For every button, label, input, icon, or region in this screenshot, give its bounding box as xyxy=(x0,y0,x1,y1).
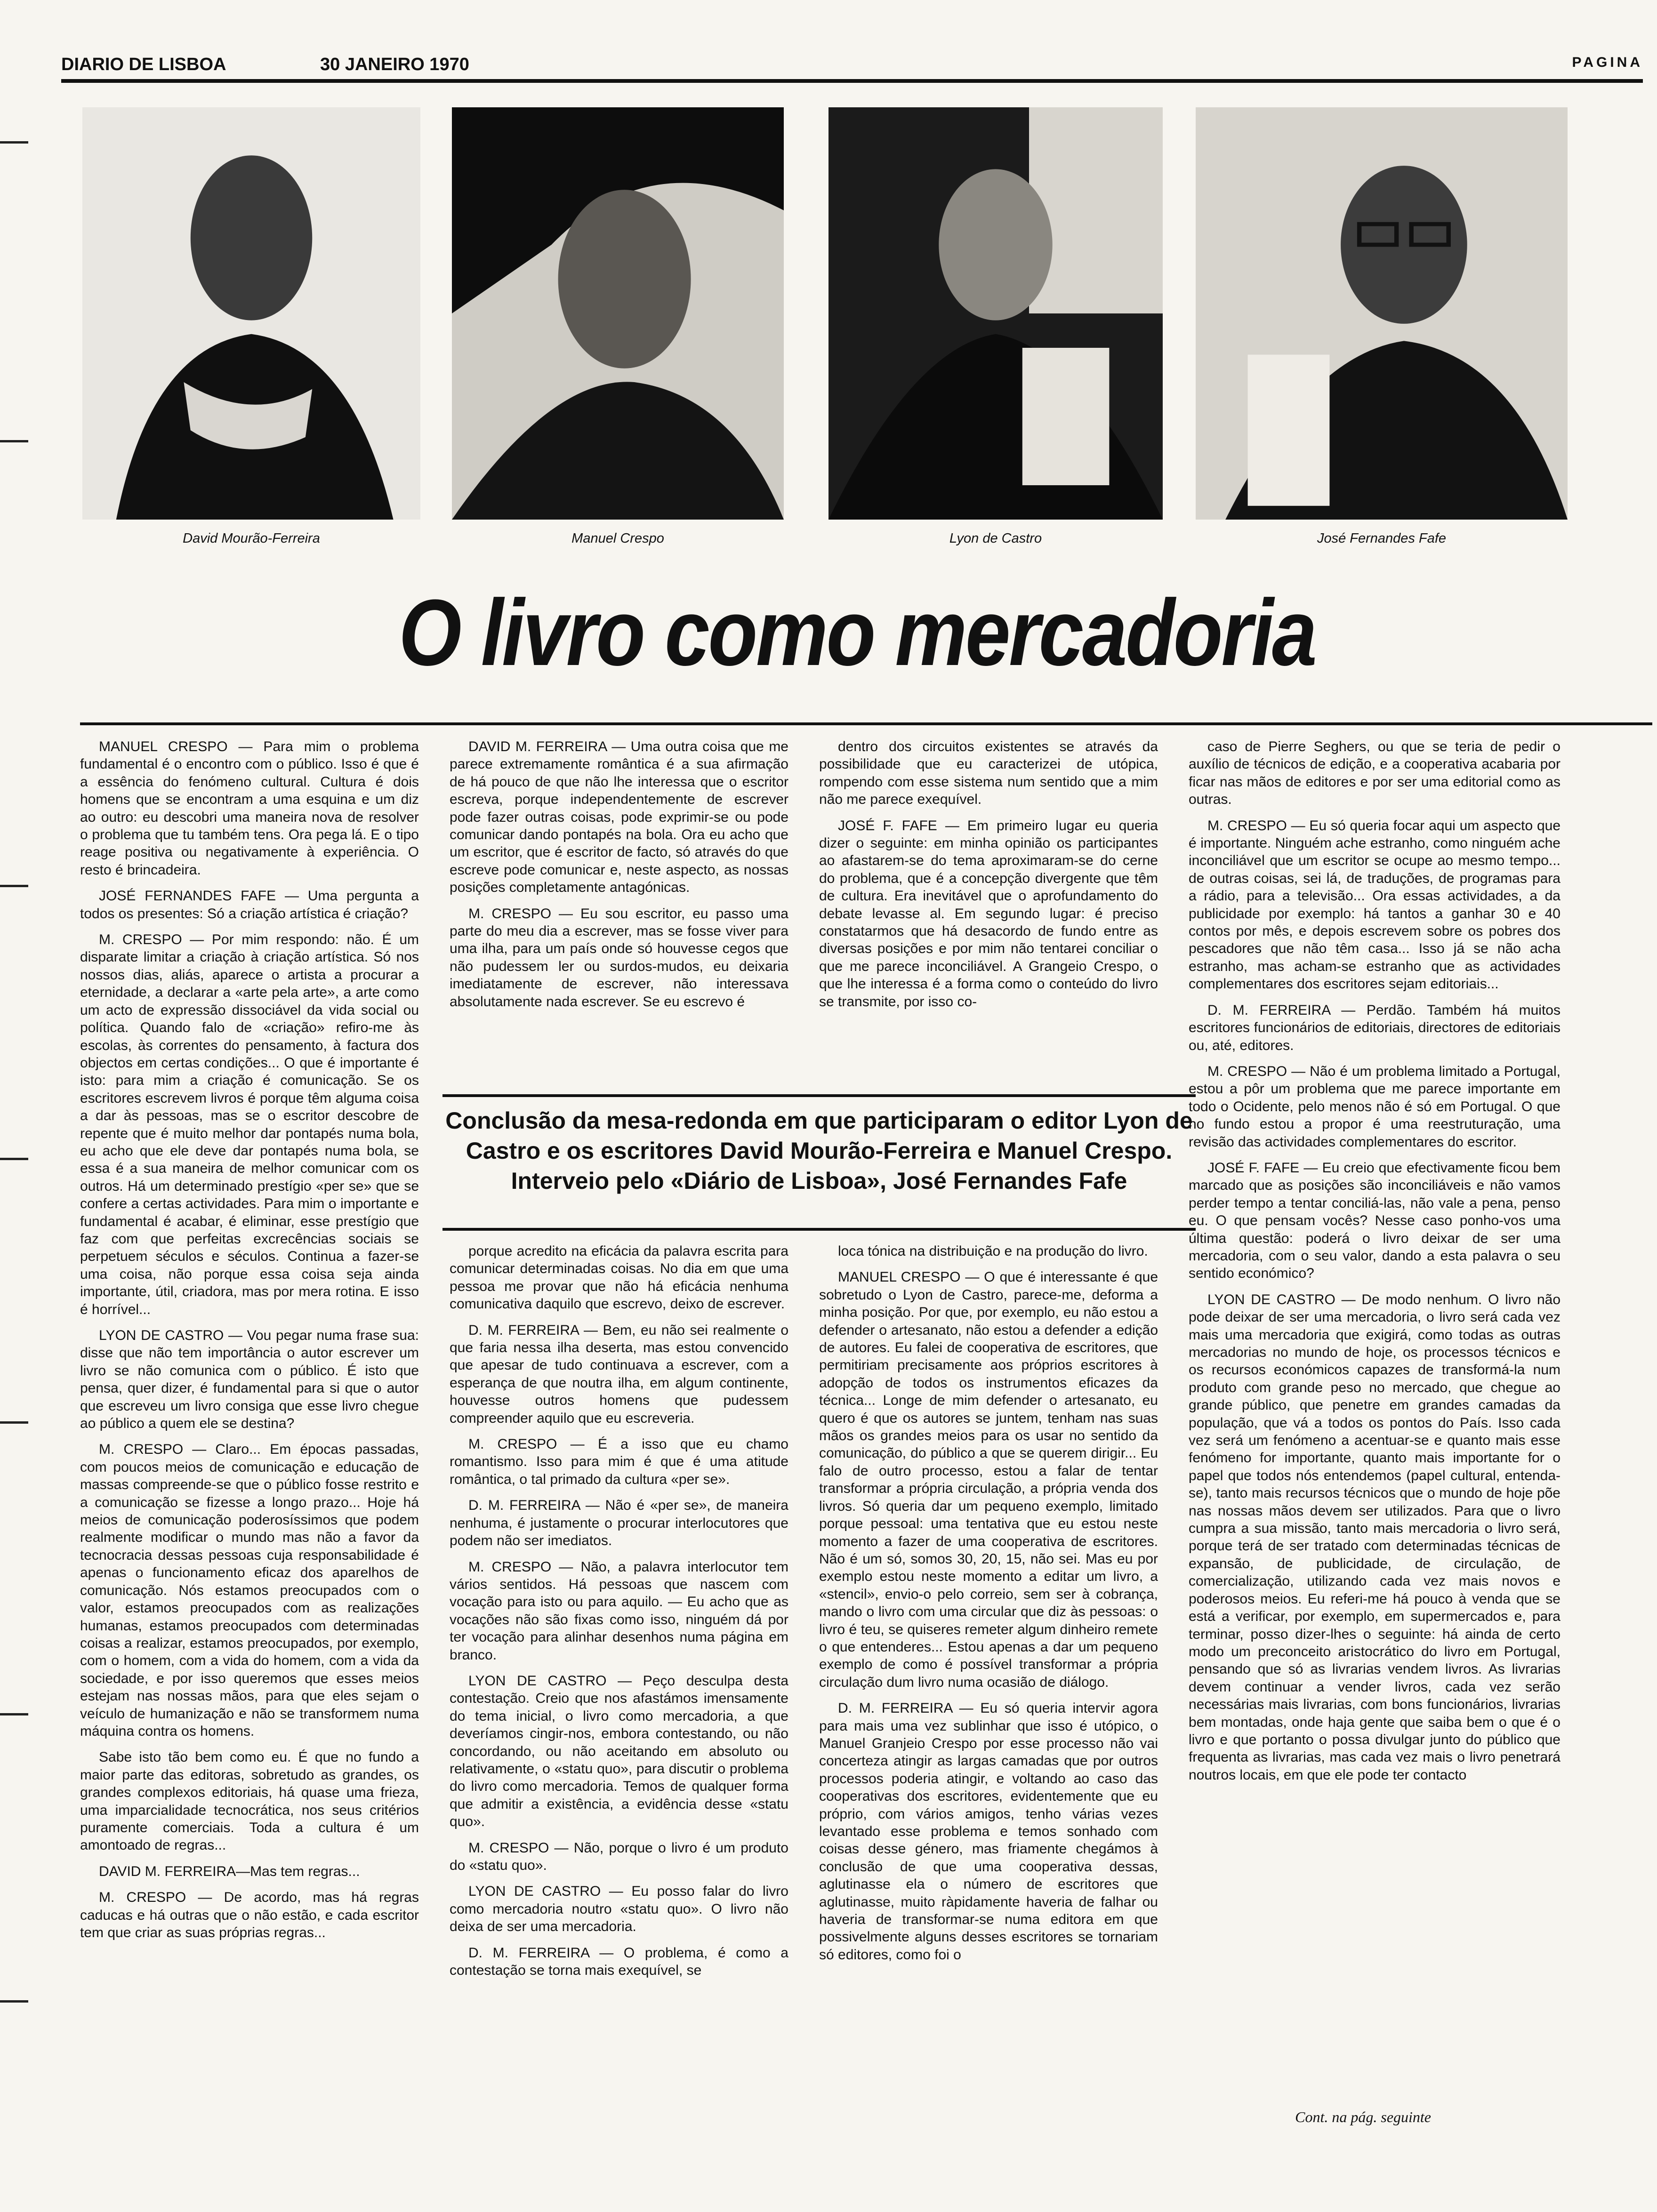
paragraph: DAVID M. FERREIRA — Uma outra coisa que me parece extremamente romântica é a sua afirmação de há pouco de que não lhe interessa que o escritor escreva, porque independentemente de escrever pode fazer outras coisas, pode exprimir-se ou pode comunicar dando pontapés na bola. Ora eu acho que um escritor, que é escritor de facto, só através do que escreve pode comunicar e, neste aspecto, as nossas posições completamente antagónicas. xyxy=(450,739,788,896)
paragraph: Sabe isto tão bem como eu. É que no fundo a maior parte das editoras, sobretudo as grandes, os grandes complexos editoriais, há quase uma frieza, uma imparcialidade tecnocrática, nos seus critérios puramente comerciais. Toda a cultura é um amontoado de regras... xyxy=(80,1749,419,1853)
paragraph: loca tónica na distribuição e na produção do livro. xyxy=(838,1243,1148,1259)
paragraph: caso de Pierre Seghers, ou que se teria de pedir o auxílio de técnicos de edição, e a cooperativa acabaria por ficar nas mãos de editores e por ser uma editorial como as outras. xyxy=(1189,739,1560,808)
paragraph: M. CRESPO — Eu só queria focar aqui um aspecto que é importante. Ninguém ache estranho, como ninguém ache inconciliável que um escritor se ocupe ao mesmo tempo... de outras coisas, sei lá, de traduções, de programas para a rádio, para a televisão... Ora essas actividades, a da publicidade por exemplo: há tantos a ganhar 30 e 40 contos por mês, e depois escrevem sobre os pobres dos pescadores que não têm casa... Isso já se não acha estranho, mas acham-se estranho que as actividades complementares dos escritores sejam editoriais... xyxy=(1189,817,1560,992)
masthead xyxy=(61,51,1643,83)
paragraph: D. M. FERREIRA — O problema, é como a contestação se torna mais exequível, se xyxy=(450,1945,788,1979)
margin-mark xyxy=(0,1713,28,1715)
article-column-1 xyxy=(80,738,419,2131)
margin-mark xyxy=(0,1158,28,1160)
article-deck: Conclusão da mesa-redonda em que participaram o editor Lyon de Castro e os escritores David Mourão-Ferreira e Manuel Crespo. Interveio pelo «Diário de Lisboa», José Fernandes Fafe xyxy=(442,1094,1196,1231)
continued-note: Cont. na pág. seguinte xyxy=(1295,2108,1431,2125)
photo-caption: David Mourão-Ferreira xyxy=(183,531,320,546)
paragraph: M. CRESPO — Claro... Em épocas passadas, com poucos meios de comunicação e educação de massas compreende-se que o público fosse restrito e a comunicação se fizesse a longo prazo... Hoje há meios de comunicação poderosíssimos que podem realmente modificar o mundo mas não a favor da tecnocracia dessas pessoas cuja responsabilidade é apenas o funcionamento eficaz dos aparelhos de comunicação. Nós estamos preocupados com o valor, estamos preocupados com as realizações humanas, estamos preocupados com determinadas coisas a realizar, estamos preocupados, por exemplo, com o homem, com a vida do homem, com a vida da sociedade, e por isso queremos que esses meios estejam nas nossas mãos, para que eles sejam o veículo de humanização e não se transformem numa máquina contra os homens. xyxy=(80,1442,419,1739)
paragraph: LYON DE CASTRO — Peço desculpa desta contestação. Creio que nos afastámos imensamente do tema inicial, o livro como mercadoria, a que deveríamos cingir-nos, embora contestando, ou não concordando, ou não aceitando em absoluto ou relativamente, o «statu quo», para discutir o problema do livro como mercadoria. Temos de qualquer forma que admitir a existência, a evidência desse «statu quo». xyxy=(450,1673,788,1830)
margin-mark xyxy=(0,2000,28,2003)
paragraph: DAVID M. FERREIRA—Mas tem regras... xyxy=(99,1863,360,1879)
paragraph: JOSÉ F. FAFE — Eu creio que efectivamente ficou bem marcado que as posições são inconciliáveis e não vamos perder tempo a tentar conciliá-las, não vale a pena, penso eu. O que pensam vocês? Nesse caso ponho-vos uma última questão: poderá o livro deixar de ser uma mercadoria, com o seu valor, dando a esta palavra o seu sentido económico? xyxy=(1189,1160,1560,1282)
article-column-3-bottom xyxy=(819,1242,1158,2137)
newspaper-name: DIARIO DE LISBOA xyxy=(61,55,226,74)
portrait-photo-lyon-de-castro xyxy=(828,107,1163,520)
paragraph: M. CRESPO — Por mim respondo: não. É um disparate limitar a criação à criação artística. Só nos nossos dias, aliás, aparece o artista a procurar a eternidade, a declarar a «arte pela arte», a arte como um acto de expressão dissociável da vida social ou política. Quando falo de «criação» refiro-me às escolas, às correntes do pensamento, à factura dos objectos em certas condições... O que é importante é isto: para mim a criação é comunicação. Se os escritores escrevem livros é porque têm alguma coisa a dar às pessoas, mas se o escritor descobre de repente que é muito melhor dar pontapés numa bola, eu acho que ele deve dar pontapés numa bola, se essa é a sua maneira de melhor comunicar com os outros. Há um determinado prestígio «per se» que se confere a certas actividades. Para mim o importante e fundamental é acabar, é eliminar, esse prestígio que faz com que perfeitas excrecências sociais se perpetuem séculos e séculos. Continua a fazer-se uma coisa, não porque essa coisa seja ainda importante, útil, criadora, mas por mera rotina. E isso é horrível... xyxy=(80,932,419,1317)
paragraph: LYON DE CASTRO — Vou pegar numa frase sua: disse que não tem importância o autor escrever um livro se não comunica com o público. É isto que pensa, quer dizer, é fundamental para si que o autor que escreveu um livro consiga que esse livro chegue ao público a quem ele se destina? xyxy=(80,1328,419,1432)
article-column-4 xyxy=(1189,738,1560,2098)
paragraph: LYON DE CASTRO — Eu posso falar do livro como mercadoria noutro «statu quo». O livro não deixa de ser uma mercadoria. xyxy=(450,1883,788,1935)
portrait-photo-crespo xyxy=(452,107,784,520)
headline-rule xyxy=(80,722,1652,725)
photo-caption: Lyon de Castro xyxy=(949,531,1042,546)
page-label: PAGINA xyxy=(1572,55,1643,70)
photo-caption: José Fernandes Fafe xyxy=(1317,531,1447,546)
article-column-2-bottom xyxy=(450,1242,788,2137)
photo-caption: Manuel Crespo xyxy=(571,531,664,546)
paragraph: M. CRESPO — Não é um problema limitado a Portugal, estou a pôr um problema que me parece importante em todo o Ocidente, pelo menos não é só em Portugal. O que no fundo estou a propor é uma reestruturação, uma revisão das actividades complementares do escritor. xyxy=(1189,1063,1560,1150)
margin-mark xyxy=(0,141,28,144)
paragraph: LYON DE CASTRO — De modo nenhum. O livro não pode deixar de ser uma mercadoria, o livro será cada vez mais uma mercadoria que exigirá, como todas as outras mercadorias no mundo de hoje, os processos técnicos e os recursos económicos capazes de transformá-la num produto com grande peso no mercado, que chegue ao grande público, que penetre em grandes camadas da população, que vá a todos os pontos do País. Isso cada vez será um fenómeno a acentuar-se e quanto mais esse fenómeno for importante, quanto mais importante for o papel que todos nós entendemos (papel cultural, entenda-se), tanto mais recursos técnicos que o mundo de hoje põe nas nossas mãos devem ser utilizados. Para que o livro cumpra a sua missão, tanto mais mercadoria o livro será, porque terá de ser tratado com determinadas técnicas de expansão, de publicidade, de circulação, de comercialização, utilizando cada vez mais novos e poderosos meios. Eu referi-me há pouco à venda que se está a verificar, por exemplo, em supermercados e, para terminar, posso dizer-lhes o seguinte: há ainda de certo modo um preconceito aristocrático do livro em Portugal, pensando que só as livrarias vendem livros. As livrarias devem continuar a vender livros, cada vez serão necessárias mais livrarias, com bons funcionários, livrarias bem montadas, onde haja gente que saiba bem o que é o livro e que portanto o possa divulgar junto do público que frequenta as livrarias, mas cada vez mais o livro penetrará noutros locais, em que ele pode ter contacto xyxy=(1189,1291,1560,1783)
paragraph: M. CRESPO — Não, porque o livro é um produto do «statu quo». xyxy=(450,1840,788,1873)
portrait-photo-fernandes-fafe xyxy=(1196,107,1568,520)
paragraph: porque acredito na eficácia da palavra escrita para comunicar determinadas coisas. No dia em que uma pessoa me provar que não há eficácia nenhuma comunicativa daquilo que escrevo, deixo de escrever. xyxy=(450,1243,788,1312)
margin-mark xyxy=(0,440,28,442)
article-column-2-top xyxy=(450,738,788,1067)
paragraph: M. CRESPO — Eu sou escritor, eu passo uma parte do meu dia a escrever, mas se fosse viver para uma ilha, para um país onde só houvesse cegos que não pudessem ler ou surdos-mudos, eu deixaria imediatamente de escrever, não interessava absolutamente nada escrever. Se eu escrevo é xyxy=(450,906,788,1010)
paragraph: MANUEL CRESPO — O que é interessante é que sobretudo o Lyon de Castro, parece-me, deforma a minha posição. Por que, por exemplo, eu não estou a defender o artesanato, não estou a defender a edição de autores. Eu falei de cooperativa de escritores, que permitiriam precisamente aos próprios escritores à adopção de todos os instrumentos eficazes da técnica... Longe de mim defender o artesanato, eu quero é que os autores se juntem, tenham nas suas mãos os grandes meios para os usar no sentido da comunicação, do público a que se querem dirigir... Eu falo de outro processo, estou a falar de tentar transformar a própria circulação, a própria venda dos livros. Só queria dar um pequeno exemplo, limitado porque pessoal: uma tentativa que eu estou neste momento a fazer de uma cooperativa de escritores. Não é um só, somos 30, 20, 15, não sei. Mas eu por exemplo estou neste momento a editar um livro, a «stencil», envio-o pelo correio, sem ser à cobrança, mando o livro com uma circular que diz às pessoas: o livro é teu, se quiseres remeter algum dinheiro remete o que entenderes... Estou apenas a dar um pequeno exemplo de como é possível transformar a própria circulação dum livro numa ocasião de diálogo. xyxy=(819,1269,1158,1690)
paragraph: D. M. FERREIRA — Perdão. Também há muitos escritores funcionários de editoriais, directores de editoriais ou, até, editores. xyxy=(1189,1002,1560,1053)
paragraph: D. M. FERREIRA — Bem, eu não sei realmente o que faria nessa ilha deserta, mas estou convencido que apesar de tudo continuava a escrever, com a esperança de que noutra ilha, em algum continente, houvesse outros homens que pudessem compreender aquilo que eu escreveria. xyxy=(450,1322,788,1426)
paragraph: dentro dos circuitos existentes se através da possibilidade que eu caracterizei de utópica, rompendo com esse sistema num sentido que a mim não me parece exequível. xyxy=(819,739,1158,808)
paragraph: M. CRESPO — É a isso que eu chamo romantismo. Isso para mim é que é uma atitude romântica, o tal primado da cultura «per se». xyxy=(450,1436,788,1487)
paragraph: D. M. FERREIRA — Não é «per se», de maneira nenhuma, é justamente o procurar interlocutores que podem não ser imediatos. xyxy=(450,1498,788,1549)
article-headline: O livro como mercadoria xyxy=(399,580,1316,685)
margin-mark xyxy=(0,1421,28,1424)
paragraph: D. M. FERREIRA — Eu só queria intervir agora para mais uma vez sublinhar que isso é utópico, o Manuel Granjeio Crespo por esse processo não vai concerteza atingir as largas camadas que por outros processos poderia atingir, e voltando ao caso das cooperativas dos escritores, evidentemente que eu próprio, com vários amigos, tenho várias vezes levantado esse problema e temos sonhado com coisas desse género, mas friamente chegámos à conclusão de que uma cooperativa dessas, aglutinasse ela o número de escritores que aglutinasse, muito ràpidamente haveria de falhar ou haveria de transformar-se numa editora em que possivelmente alguns desses escritores se tornariam só editores, como foi o xyxy=(819,1700,1158,1963)
paragraph: MANUEL CRESPO — Para mim o problema fundamental é o encontro com o público. Isso é que é a essência do fenómeno cultural. Cultura é dois homens que se encontram a uma esquina e um diz ao outro: eu descobri uma maneira nova de resolver o problema que tu também tens. Ora pega lá. E o tipo reage positiva ou negativamente à experiência. O resto é brincadeira. xyxy=(80,739,419,878)
article-column-3-top xyxy=(819,738,1158,1067)
portrait-photo-mourao-ferreira xyxy=(82,107,420,520)
paragraph: M. CRESPO — Não, a palavra interlocutor tem vários sentidos. Há pessoas que nascem com vocação para isto ou para aquilo. — Eu acho que as vocações não são fixas como isso, ninguém dá por ter vocação para alinhar desenhos numa página em branco. xyxy=(450,1559,788,1663)
paragraph: JOSÉ FERNANDES FAFE — Uma pergunta a todos os presentes: Só a criação artística é criação? xyxy=(80,888,419,922)
margin-mark xyxy=(0,885,28,887)
issue-date: 30 JANEIRO 1970 xyxy=(320,55,469,74)
paragraph: JOSÉ F. FAFE — Em primeiro lugar eu queria dizer o seguinte: em minha opinião os participantes ao afastarem-se do tema aproximaram-se do cerne do problema, que é a concepção divergente que têm de cultura. Era inevitável que o aprofundamento do debate levasse al. Em segundo lugar: é preciso constatarmos que há desacordo de fundo entre as diversas posições e por mim não tentarei conciliar o que me parece inconciliável. A Grangeio Crespo, o que lhe interessa é a forma como o conteúdo do livro se transmite, por isso co- xyxy=(819,817,1158,1010)
paragraph: M. CRESPO — De acordo, mas há regras caducas e há outras que o não estão, e cada escritor tem que criar as suas próprias regras... xyxy=(80,1890,419,1940)
